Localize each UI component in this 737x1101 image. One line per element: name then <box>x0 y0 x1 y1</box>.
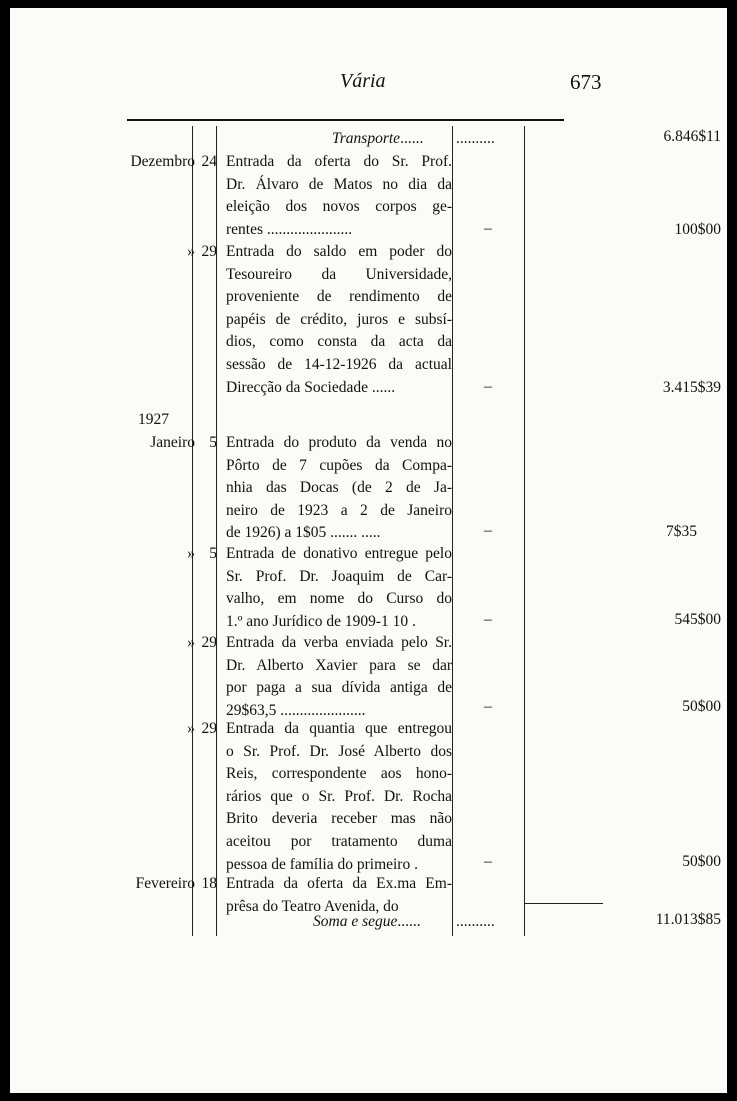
entry-dash: – <box>484 698 492 715</box>
entry-dash: – <box>484 522 492 539</box>
footer-label: Soma e segue <box>313 913 398 930</box>
entry-amount: 3.415$39 <box>662 379 721 396</box>
entry-description: Entrada da quantia que entregou o Sr. Prof. Dr. José Alberto dos Reis, correspondente aos hono- rários que o Sr. Prof. Dr. Rocha Brito deveria receber mas não aceitou por tratamento duma pessoa de família do primeiro . <box>226 720 452 873</box>
transport-amount: 6.846$11 <box>663 128 721 145</box>
transport-label: Transporte <box>332 130 401 147</box>
entry-day: 24 <box>201 153 217 170</box>
entry-amount: 545$00 <box>674 611 721 628</box>
entry-day: 18 <box>201 875 217 892</box>
entry-amount: 7$35 <box>666 523 697 540</box>
transport-dots: .......... <box>456 130 495 147</box>
amount-column-rule <box>524 126 525 936</box>
entry-day: 29 <box>201 720 217 737</box>
header-rule <box>127 119 564 121</box>
transport-row: Transporte...... <box>332 130 424 147</box>
entry-dash: – <box>484 611 492 628</box>
entry-month: » <box>187 720 195 737</box>
entry-dash: – <box>484 378 492 395</box>
entry-description: Entrada da oferta do Sr. Prof. Dr. Álvaro de Matos no dia da eleição dos novos corpos ge- rentes ...................... <box>226 153 452 238</box>
entry-month: Janeiro <box>150 434 195 451</box>
entry-year: 1927 <box>138 411 169 428</box>
entry-month: Dezembro <box>130 153 195 170</box>
entry-day: 29 <box>201 634 217 651</box>
entry-description: Entrada do produto da venda no Pôrto de 7 cupões da Compa- nhia das Docas (de 2 de Ja- neiro de 1923 a 2 de Janeiro de 1926) a 1$05 ....... ..... <box>226 434 452 542</box>
entry-description: Entrada do saldo em poder do Tesoureiro da Universidade, proveniente de rendimento de papéis de crédito, juros e subsí- dios, como consta da acta da sessão de 14-12-1926 da actual Direcção da Sociedade ...... <box>226 243 452 396</box>
entry-day: 5 <box>209 545 217 562</box>
footer-amount: 11.013$85 <box>655 911 721 928</box>
page <box>10 8 727 1093</box>
entry-day: 29 <box>201 243 217 260</box>
footer-dots: .......... <box>456 913 495 930</box>
sum-rule <box>524 903 603 904</box>
entry-amount: 50$00 <box>682 698 721 715</box>
entry-description: Entrada da oferta da Ex.ma Em- prêsa do Teatro Avenida, do <box>226 875 452 915</box>
running-title: Vária <box>340 70 386 92</box>
entry-dash: – <box>484 853 492 870</box>
footer-row: Soma e segue...... <box>313 913 421 930</box>
description-right-rule <box>452 126 453 936</box>
entry-day: 5 <box>209 434 217 451</box>
entry-month: » <box>187 545 195 562</box>
entry-month: Fevereiro <box>135 875 195 892</box>
entry-month: » <box>187 243 195 260</box>
page-number: 673 <box>570 70 602 94</box>
entry-amount: 100$00 <box>674 221 721 238</box>
entry-amount: 50$00 <box>682 853 721 870</box>
entry-description: Entrada da verba enviada pelo Sr. Dr. Alberto Xavier para se dar por paga a sua dívida antiga de 29$63,5 ...................... <box>226 634 452 719</box>
entry-dash: – <box>484 220 492 237</box>
entry-description: Entrada de donativo entregue pelo Sr. Prof. Dr. Joaquim de Car- valho, em nome do Curso do 1.º ano Jurídico de 1909-1 10 . <box>226 545 452 630</box>
entry-month: » <box>187 634 195 651</box>
